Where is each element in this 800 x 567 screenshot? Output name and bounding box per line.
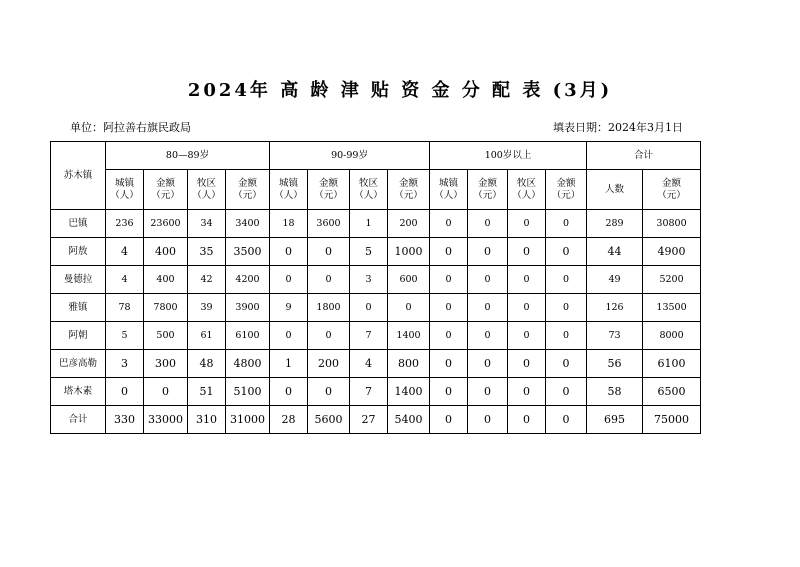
table-cell: 126 xyxy=(587,294,643,322)
table-cell: 7800 xyxy=(144,294,188,322)
column-header: 牧区 （人） xyxy=(508,170,546,210)
table-cell: 0 xyxy=(270,238,308,266)
table-cell: 75000 xyxy=(643,406,701,434)
table-cell: 0 xyxy=(388,294,430,322)
table-cell: 0 xyxy=(430,266,468,294)
table-cell: 0 xyxy=(270,266,308,294)
table-cell: 4 xyxy=(106,238,144,266)
group-header: 90-99岁 xyxy=(270,142,430,170)
table-cell: 33000 xyxy=(144,406,188,434)
table-cell: 23600 xyxy=(144,210,188,238)
table-row xyxy=(51,266,701,294)
township-name: 合计 xyxy=(51,406,106,434)
group-header: 80—89岁 xyxy=(106,142,270,170)
table-cell: 1 xyxy=(350,210,388,238)
table-cell: 6100 xyxy=(643,350,701,378)
table-cell: 0 xyxy=(308,322,350,350)
table-cell: 27 xyxy=(350,406,388,434)
table-cell: 0 xyxy=(468,406,508,434)
column-header: 城镇 （人） xyxy=(106,170,144,210)
table-cell: 1 xyxy=(270,350,308,378)
column-header: 金额 （元） xyxy=(468,170,508,210)
table-cell: 200 xyxy=(308,350,350,378)
table-cell: 78 xyxy=(106,294,144,322)
table-cell: 5100 xyxy=(226,378,270,406)
table-cell: 0 xyxy=(546,266,587,294)
table-cell: 0 xyxy=(508,238,546,266)
table-cell: 49 xyxy=(587,266,643,294)
table-cell: 4200 xyxy=(226,266,270,294)
township-name: 巴镇 xyxy=(51,210,106,238)
table-cell: 500 xyxy=(144,322,188,350)
table-cell: 0 xyxy=(546,378,587,406)
table-cell: 0 xyxy=(430,406,468,434)
table-row xyxy=(51,350,701,378)
table-cell: 8000 xyxy=(643,322,701,350)
table-cell: 200 xyxy=(388,210,430,238)
table-cell: 0 xyxy=(508,406,546,434)
subheader-row xyxy=(51,170,701,210)
table-cell: 0 xyxy=(508,294,546,322)
table-cell: 0 xyxy=(546,294,587,322)
table-cell: 34 xyxy=(188,210,226,238)
table-cell: 0 xyxy=(546,238,587,266)
table-cell: 289 xyxy=(587,210,643,238)
table-cell: 13500 xyxy=(643,294,701,322)
table-cell: 7 xyxy=(350,322,388,350)
column-header: 人数 xyxy=(587,170,643,210)
table-cell: 61 xyxy=(188,322,226,350)
table-cell: 330 xyxy=(106,406,144,434)
table-cell: 0 xyxy=(468,238,508,266)
table-cell: 5400 xyxy=(388,406,430,434)
table-cell: 7 xyxy=(350,378,388,406)
table-cell: 0 xyxy=(430,210,468,238)
table-cell: 3 xyxy=(350,266,388,294)
table-row xyxy=(51,322,701,350)
table-cell: 0 xyxy=(468,294,508,322)
table-cell: 0 xyxy=(468,350,508,378)
table-row xyxy=(51,294,701,322)
table-cell: 35 xyxy=(188,238,226,266)
table-cell: 5 xyxy=(106,322,144,350)
table-cell: 18 xyxy=(270,210,308,238)
table-cell: 5600 xyxy=(308,406,350,434)
table-cell: 30800 xyxy=(643,210,701,238)
table-cell: 3500 xyxy=(226,238,270,266)
table-row xyxy=(51,238,701,266)
township-name: 雅镇 xyxy=(51,294,106,322)
table-cell: 0 xyxy=(468,378,508,406)
table-cell: 0 xyxy=(430,322,468,350)
header-corner: 苏木镇 xyxy=(51,142,106,210)
table-cell: 4 xyxy=(106,266,144,294)
table-cell: 600 xyxy=(388,266,430,294)
table-cell: 800 xyxy=(388,350,430,378)
table-cell: 236 xyxy=(106,210,144,238)
column-header: 牧区 （人） xyxy=(350,170,388,210)
township-name: 阿敖 xyxy=(51,238,106,266)
table-cell: 4 xyxy=(350,350,388,378)
table-cell: 44 xyxy=(587,238,643,266)
column-header: 金额 （元） xyxy=(144,170,188,210)
table-cell: 0 xyxy=(308,238,350,266)
table-row xyxy=(51,378,701,406)
table-cell: 310 xyxy=(188,406,226,434)
table-cell: 695 xyxy=(587,406,643,434)
township-name: 塔木素 xyxy=(51,378,106,406)
column-header: 城镇 （人） xyxy=(270,170,308,210)
table-cell: 0 xyxy=(270,378,308,406)
fill-date: 填表日期：2024年3月1日 xyxy=(553,121,683,134)
table-cell: 0 xyxy=(430,378,468,406)
table-cell: 9 xyxy=(270,294,308,322)
table-cell: 73 xyxy=(587,322,643,350)
table-cell: 300 xyxy=(144,350,188,378)
table-cell: 5 xyxy=(350,238,388,266)
table-cell: 3600 xyxy=(308,210,350,238)
table-cell: 0 xyxy=(270,322,308,350)
column-header: 金额 （元） xyxy=(226,170,270,210)
table-cell: 4800 xyxy=(226,350,270,378)
table-cell: 0 xyxy=(468,210,508,238)
table-cell: 0 xyxy=(508,210,546,238)
table-cell: 0 xyxy=(508,322,546,350)
table-cell: 0 xyxy=(508,266,546,294)
column-header: 金额 （元） xyxy=(546,170,587,210)
table-cell: 51 xyxy=(188,378,226,406)
table-cell: 0 xyxy=(546,350,587,378)
group-header: 合计 xyxy=(587,142,701,170)
table-cell: 0 xyxy=(308,378,350,406)
table-cell: 39 xyxy=(188,294,226,322)
table-cell: 0 xyxy=(430,294,468,322)
issuing-unit: 单位：阿拉善右旗民政局 xyxy=(70,121,191,134)
table-cell: 48 xyxy=(188,350,226,378)
township-name: 阿朝 xyxy=(51,322,106,350)
column-header: 金额 （元） xyxy=(388,170,430,210)
column-header: 金额 （元） xyxy=(643,170,701,210)
table-cell: 58 xyxy=(587,378,643,406)
table-cell: 0 xyxy=(468,266,508,294)
table-cell: 0 xyxy=(350,294,388,322)
table-cell: 0 xyxy=(144,378,188,406)
group-header: 100岁以上 xyxy=(430,142,587,170)
table-cell: 0 xyxy=(546,406,587,434)
table-cell: 1000 xyxy=(388,238,430,266)
table-cell: 31000 xyxy=(226,406,270,434)
table-cell: 0 xyxy=(106,378,144,406)
table-cell: 6100 xyxy=(226,322,270,350)
table-cell: 28 xyxy=(270,406,308,434)
township-name: 曼德拉 xyxy=(51,266,106,294)
table-cell: 0 xyxy=(546,322,587,350)
table-row xyxy=(51,210,701,238)
table-cell: 0 xyxy=(508,350,546,378)
table-cell: 0 xyxy=(430,238,468,266)
table-cell: 0 xyxy=(508,378,546,406)
column-header: 城镇 （人） xyxy=(430,170,468,210)
table-cell: 1800 xyxy=(308,294,350,322)
township-name: 巴彦高勒 xyxy=(51,350,106,378)
table-cell: 400 xyxy=(144,238,188,266)
table-cell: 4900 xyxy=(643,238,701,266)
table-cell: 42 xyxy=(188,266,226,294)
column-header: 金额 （元） xyxy=(308,170,350,210)
table-row xyxy=(51,406,701,434)
table-cell: 5200 xyxy=(643,266,701,294)
table-cell: 1400 xyxy=(388,378,430,406)
table-cell: 0 xyxy=(308,266,350,294)
table-cell: 6500 xyxy=(643,378,701,406)
document-title: 2024年 高 龄 津 贴 资 金 分 配 表 (3月) xyxy=(187,80,613,101)
table-cell: 3 xyxy=(106,350,144,378)
table-cell: 3400 xyxy=(226,210,270,238)
column-header: 牧区 （人） xyxy=(188,170,226,210)
table-cell: 400 xyxy=(144,266,188,294)
table-cell: 0 xyxy=(430,350,468,378)
table-cell: 56 xyxy=(587,350,643,378)
table-cell: 1400 xyxy=(388,322,430,350)
table-cell: 0 xyxy=(546,210,587,238)
allowance-table xyxy=(50,141,701,434)
table-cell: 3900 xyxy=(226,294,270,322)
table-cell: 0 xyxy=(468,322,508,350)
